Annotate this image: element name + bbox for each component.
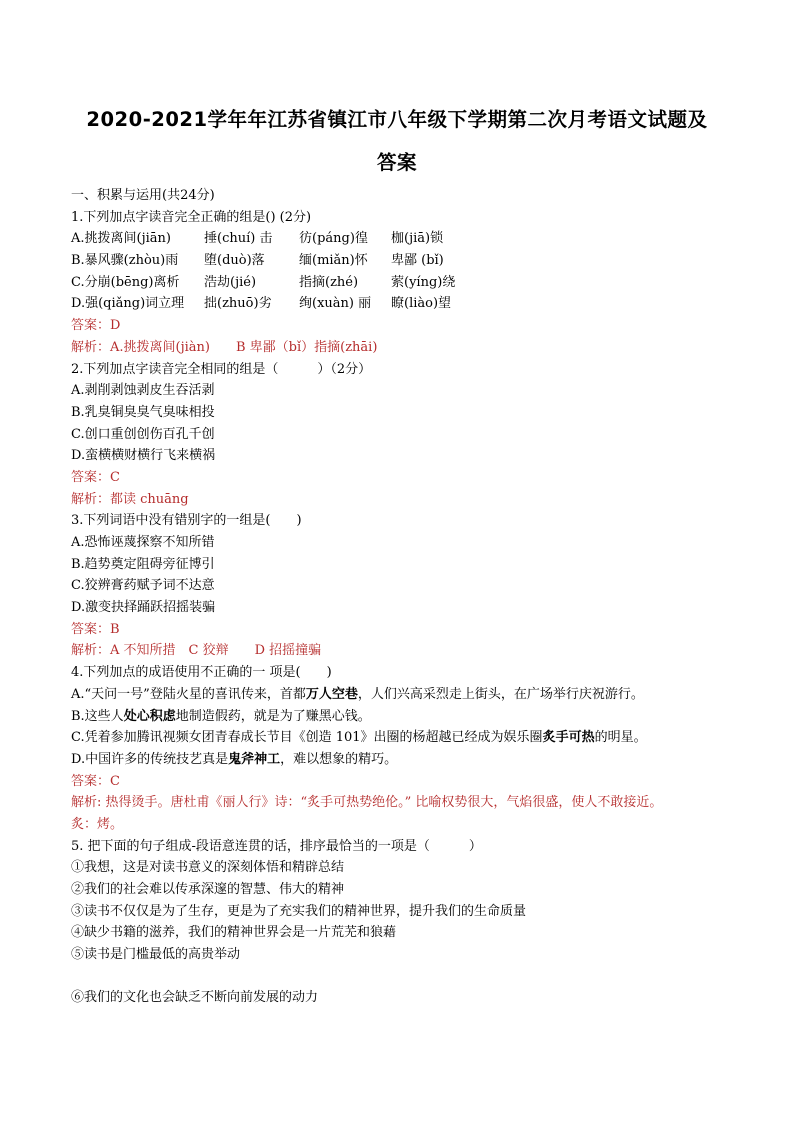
q1-c-term3: 指摘(zhé) — [299, 274, 359, 290]
q1-b-term4: 卑鄙 (bǐ) — [391, 253, 444, 269]
q1-answer: 答案：D — [71, 318, 121, 334]
q1-b-term3: 缅(miǎn)怀 — [299, 253, 368, 269]
q2-option-b: B.乳臭铜臭臭气臭味相投 — [71, 404, 215, 420]
q3-option-d: D.激变抉择踊跃招摇装骗 — [71, 600, 216, 616]
q3-option-b: B.趋势奠定阻碍旁征博引 — [71, 556, 215, 572]
q2-stem: 2.下列加点字读音完全相同的组是（ ）（2分） — [71, 361, 372, 377]
q3-option-c: C.狡辨膏药赋予词不达意 — [71, 578, 215, 594]
q4-b-idiom: 处心积虑 — [123, 708, 176, 724]
q1-a-term1: A.挑拨离间(jiān) — [71, 231, 171, 247]
q4-option-b — [71, 706, 751, 728]
q4-c-pre: C.凭着参加腾讯视频女团青春成长节目《创造 101》出圈的杨超越已经成为娱乐圈 — [71, 730, 543, 746]
q1-option-b — [71, 250, 751, 272]
q4-d-post: ，难以想象的精巧。 — [280, 751, 398, 767]
q1-option-d — [71, 293, 751, 315]
q4-d-idiom: 鬼斧神工 — [228, 751, 281, 767]
q1-d-term2: 拙(zhuō)劣 — [204, 296, 272, 312]
q1-c-term2: 浩劫(jié) — [204, 274, 257, 290]
q4-a-post: ，人们兴高采烈走上街头，在广场举行庆祝游行。 — [357, 686, 644, 702]
document-title-continued: 答案 — [376, 151, 417, 174]
q1-b-term2: 堕(duò)落 — [204, 253, 265, 269]
q4-analysis-continued: 炙：烤。 — [71, 816, 124, 832]
document-title: 2020-2021学年年江苏省镇江市八年级下学期第二次月考语文试题及 — [86, 108, 708, 131]
q4-b-pre: B.这些人 — [71, 708, 124, 724]
q2-option-c: C.创口重创创伤百孔千创 — [71, 426, 215, 442]
q1-a-term2: 捶(chuí) 击 — [204, 231, 273, 247]
q4-c-post: 的明星。 — [594, 730, 647, 746]
q1-analysis: 解析：A.挑拨离间(jiàn) B 卑鄙（bǐ）指摘(zhāi) — [71, 339, 378, 355]
q2-answer: 答案：C — [71, 469, 120, 485]
q5-item-5: ⑤读书是门槛最低的高贵举动 — [71, 947, 241, 963]
q5-item-6: ⑥我们的文化也会缺乏不断向前发展的动力 — [71, 989, 319, 1005]
q1-stem: 1.下列加点字读音完全正确的组是() (2分) — [71, 209, 312, 225]
q1-b-term1: B.暴风骤(zhòu)雨 — [71, 253, 179, 269]
q1-option-a — [71, 228, 751, 250]
q2-analysis: 解析：都读 chuāng — [71, 491, 189, 507]
q3-option-a: A.恐怖诬蔑探察不知所错 — [71, 535, 215, 550]
paragraph-gap — [71, 966, 751, 987]
section-heading: 一、积累与运用(共24分) — [71, 188, 215, 203]
q1-c-term4: 萦(yíng)绕 — [391, 274, 456, 290]
q1-c-term1: C.分崩(bēng)离析 — [71, 274, 180, 290]
q1-a-term4: 枷(jiā)锁 — [391, 231, 444, 247]
q2-option-a: A.剥削剥蚀剥皮生吞活剥 — [71, 383, 215, 399]
q4-analysis: 解析: 热得烫手。唐杜甫《丽人行》诗：“炙手可热势绝伦。” 比喻权势很大，气焰很盛，使人不敢接近。 — [71, 795, 663, 811]
document-body — [71, 185, 751, 1008]
q5-item-3: ③读书不仅仅是为了生存，更是为了充实我们的精神世界，提升我们的生命质量 — [71, 903, 527, 919]
q3-analysis: 解析：A 不知所措 C 狡辩 D 招摇撞骗 — [71, 643, 322, 659]
q4-option-a — [71, 684, 751, 706]
q1-d-term3: 绚(xuàn) 丽 — [299, 296, 372, 312]
q4-option-c — [71, 727, 751, 749]
q1-a-term3: 彷(páng)徨 — [299, 231, 368, 247]
q4-a-pre: A.“天问一号”登陆火星的喜讯传来，首都 — [71, 686, 306, 702]
q5-stem: 5. 把下面的句子组成-段语意连贯的话，排序最恰当的一项是（ ） — [71, 838, 482, 854]
q3-stem: 3.下列词语中没有错别字的一组是( ) — [71, 513, 302, 529]
q2-option-d: D.蛮横横财横行飞来横祸 — [71, 448, 216, 464]
q5-item-4: ④缺少书籍的滋养，我们的精神世界会是一片荒芜和狼藉 — [71, 925, 397, 941]
q4-stem: 4.下列加点的成语使用不正确的一 项是( ) — [71, 665, 332, 681]
q1-d-term1: D.强(qiǎng)词立理 — [71, 296, 185, 312]
q4-option-d — [71, 749, 751, 771]
q4-a-idiom: 万人空巷 — [305, 686, 358, 702]
q4-b-post: 地制造假药，就是为了赚黑心钱。 — [175, 708, 371, 724]
q4-answer: 答案：C — [71, 773, 120, 789]
q4-d-pre: D.中国许多的传统技艺真是 — [71, 751, 229, 767]
q4-c-idiom: 炙手可热 — [542, 730, 595, 746]
q1-d-term4: 瞭(liào)望 — [391, 296, 452, 312]
q5-item-2: ②我们的社会难以传承深邃的智慧、伟大的精神 — [71, 882, 345, 897]
q5-item-1: ①我想，这是对读书意义的深刻体悟和精辟总结 — [71, 860, 345, 876]
q1-option-c — [71, 272, 751, 294]
q3-answer: 答案：B — [71, 621, 120, 637]
